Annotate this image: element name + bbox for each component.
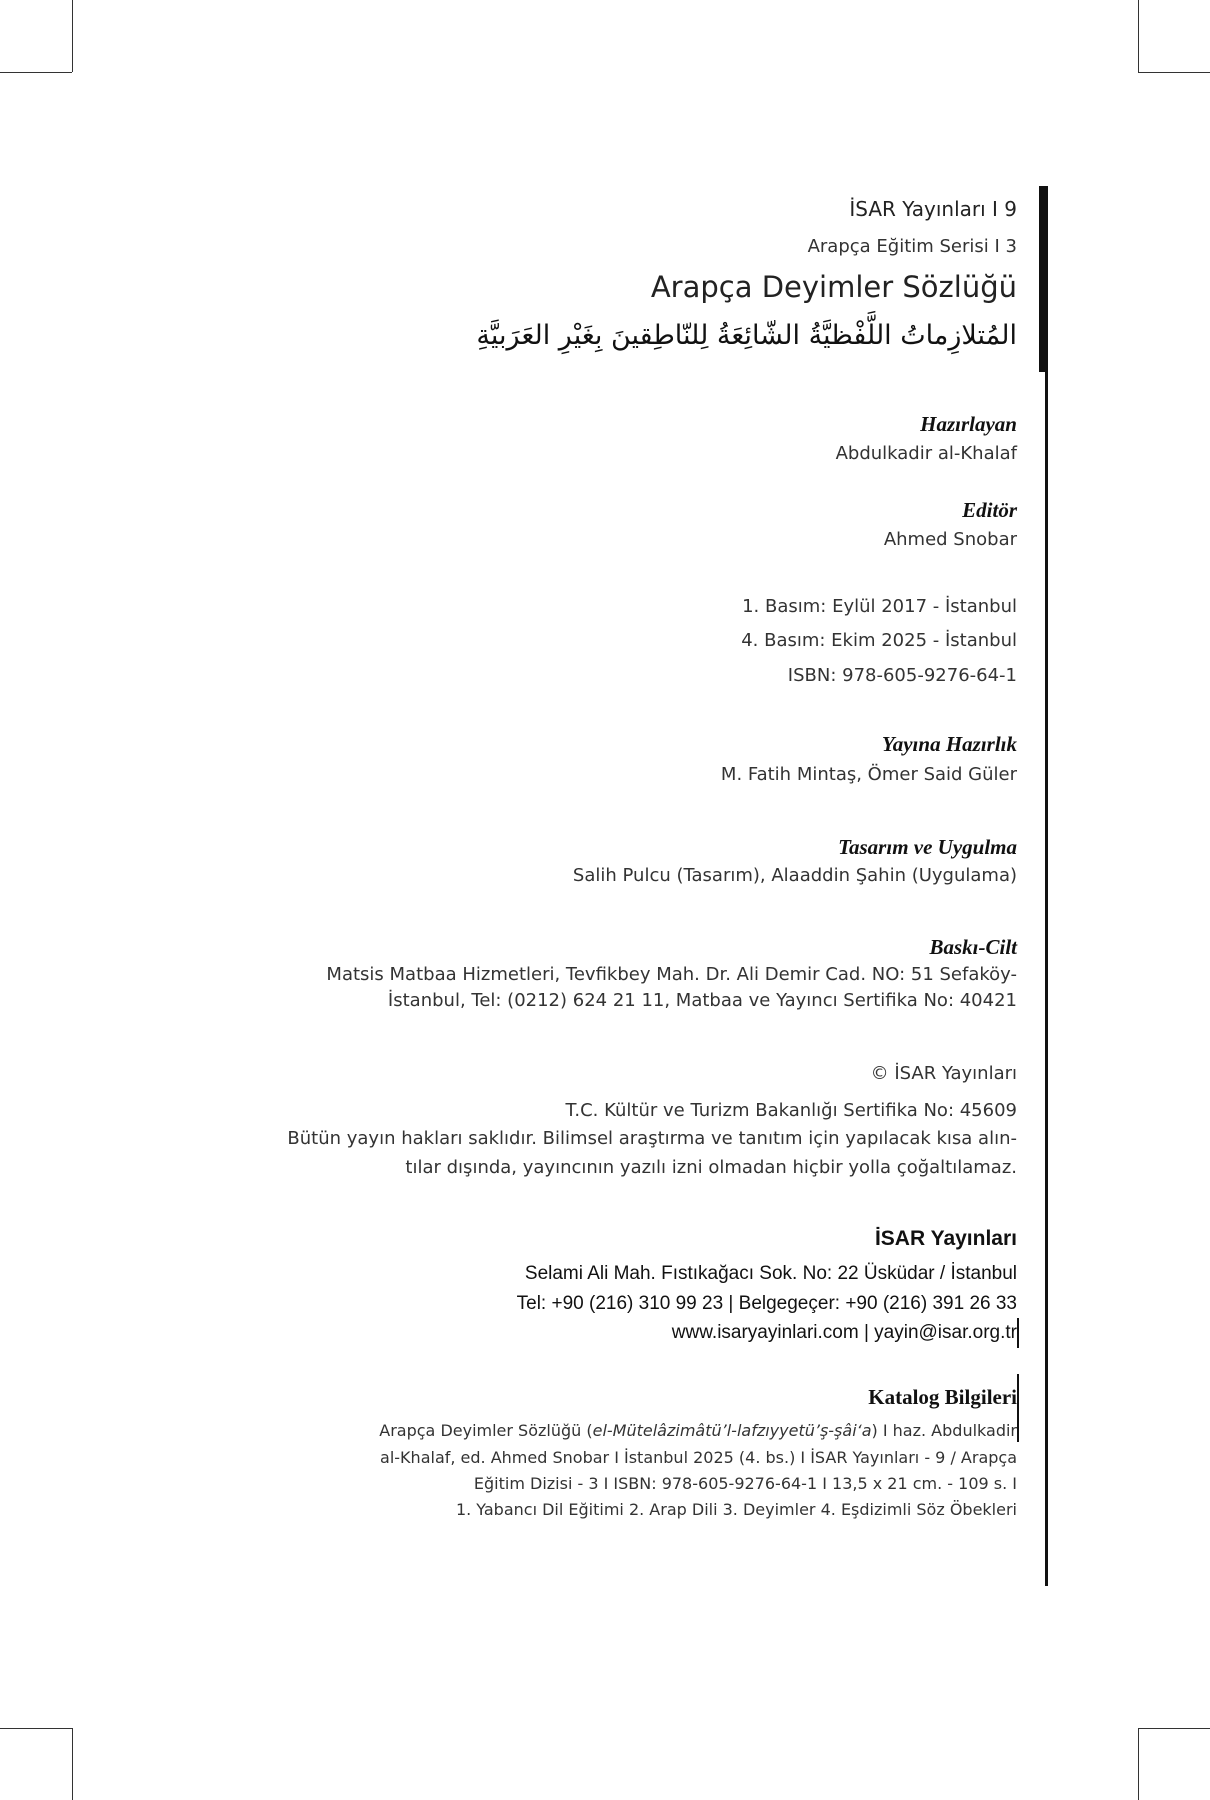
crop-mark-top-left-horizontal xyxy=(0,72,72,73)
copyright-notice: © İSAR Yayınları xyxy=(870,1063,1017,1084)
publisher-address: Selami Ali Mah. Fıstıkağacı Sok. No: 22 Üsküdar / İstanbul xyxy=(524,1263,1017,1284)
margin-tick-catalog xyxy=(1017,1374,1019,1442)
catalog-line-1-italic: el-Mütelâzimâtü’l-lafzıyyetü’ş-şâi‘a xyxy=(592,1421,872,1440)
catalog-line-1 xyxy=(379,1423,1017,1439)
crop-mark-top-right-vertical xyxy=(1138,0,1139,72)
catalog-line-3: Eğitim Dizisi - 3 I ISBN: 978-605-9276-64-1 I 13,5 x 21 cm. - 109 s. I xyxy=(473,1474,1017,1493)
printing-label: Baskı-Cilt xyxy=(929,935,1017,959)
publisher-web: www.isaryayinlari.com | yayin@isar.org.tr xyxy=(671,1322,1017,1343)
crop-mark-bottom-right-horizontal xyxy=(1138,1728,1210,1729)
series-number: İSAR Yayınları I 9 xyxy=(849,197,1017,221)
arabic-title: المُتلازِماتُ اللَّفْظيَّةُ الشّائِعَةُ لِلنّاطِقينَ بِغَيْرِ العَرَبيَّةِ xyxy=(476,320,1017,351)
design-label: Tasarım ve Uygulma xyxy=(838,835,1017,859)
editor-value: Ahmed Snobar xyxy=(883,529,1017,550)
fourth-edition: 4. Basım: Ekim 2025 - İstanbul xyxy=(741,630,1017,651)
book-title: Arapça Deyimler Sözlüğü xyxy=(650,270,1017,304)
design-value: Salih Pulcu (Tasarım), Alaaddin Şahin (Uygulama) xyxy=(572,865,1017,886)
crop-mark-bottom-right-vertical xyxy=(1138,1728,1139,1800)
catalog-label: Katalog Bilgileri xyxy=(868,1385,1017,1409)
printing-line-1: Matsis Matbaa Hizmetleri, Tevfikbey Mah. Dr. Ali Demir Cad. NO: 51 Sefaköy- xyxy=(326,964,1017,985)
catalog-line-4: 1. Yabancı Dil Eğitimi 2. Arap Dili 3. Deyimler 4. Eşdizimli Söz Öbekleri xyxy=(455,1500,1017,1519)
catalog-line-1-post: ) I haz. Abdulkadir xyxy=(871,1421,1017,1440)
first-edition: 1. Basım: Eylül 2017 - İstanbul xyxy=(742,596,1017,617)
rights-line-2: tılar dışında, yayıncının yazılı izni olmadan hiçbir yolla çoğaltılamaz. xyxy=(405,1157,1017,1178)
margin-bar-thick xyxy=(1039,186,1048,372)
editor-label: Editör xyxy=(962,498,1017,522)
margin-bar-thin xyxy=(1045,372,1048,1586)
prepared-by-value: Abdulkadir al-Khalaf xyxy=(835,443,1017,464)
printing-line-2: İstanbul, Tel: (0212) 624 21 11, Matbaa ve Yayıncı Sertifika No: 40421 xyxy=(387,990,1017,1011)
preparation-label: Yayına Hazırlık xyxy=(881,732,1017,756)
rights-line-1: Bütün yayın hakları saklıdır. Bilimsel araştırma ve tanıtım için yapılacak kısa alın- xyxy=(287,1128,1017,1149)
isbn: ISBN: 978-605-9276-64-1 xyxy=(787,665,1017,686)
crop-mark-top-left-vertical xyxy=(72,0,73,72)
preparation-value: M. Fatih Mintaş, Ömer Said Güler xyxy=(720,764,1017,785)
crop-mark-top-right-horizontal xyxy=(1138,72,1210,73)
publisher-phone: Tel: +90 (216) 310 99 23 | Belgegeçer: +90 (216) 391 26 33 xyxy=(516,1293,1017,1314)
crop-mark-bottom-left-vertical xyxy=(72,1728,73,1800)
publisher-name: İSAR Yayınları xyxy=(874,1227,1017,1250)
subseries-number: Arapça Eğitim Serisi I 3 xyxy=(807,236,1017,257)
ministry-certificate: T.C. Kültür ve Turizm Bakanlığı Sertifika No: 45609 xyxy=(565,1100,1017,1121)
catalog-line-1-pre: Arapça Deyimler Sözlüğü ( xyxy=(379,1421,593,1440)
prepared-by-label: Hazırlayan xyxy=(920,412,1017,436)
crop-mark-bottom-left-horizontal xyxy=(0,1728,72,1729)
catalog-line-2: al-Khalaf, ed. Ahmed Snobar I İstanbul 2025 (4. bs.) I İSAR Yayınları - 9 / Arapça xyxy=(380,1448,1017,1467)
margin-tick-web xyxy=(1017,1318,1019,1348)
